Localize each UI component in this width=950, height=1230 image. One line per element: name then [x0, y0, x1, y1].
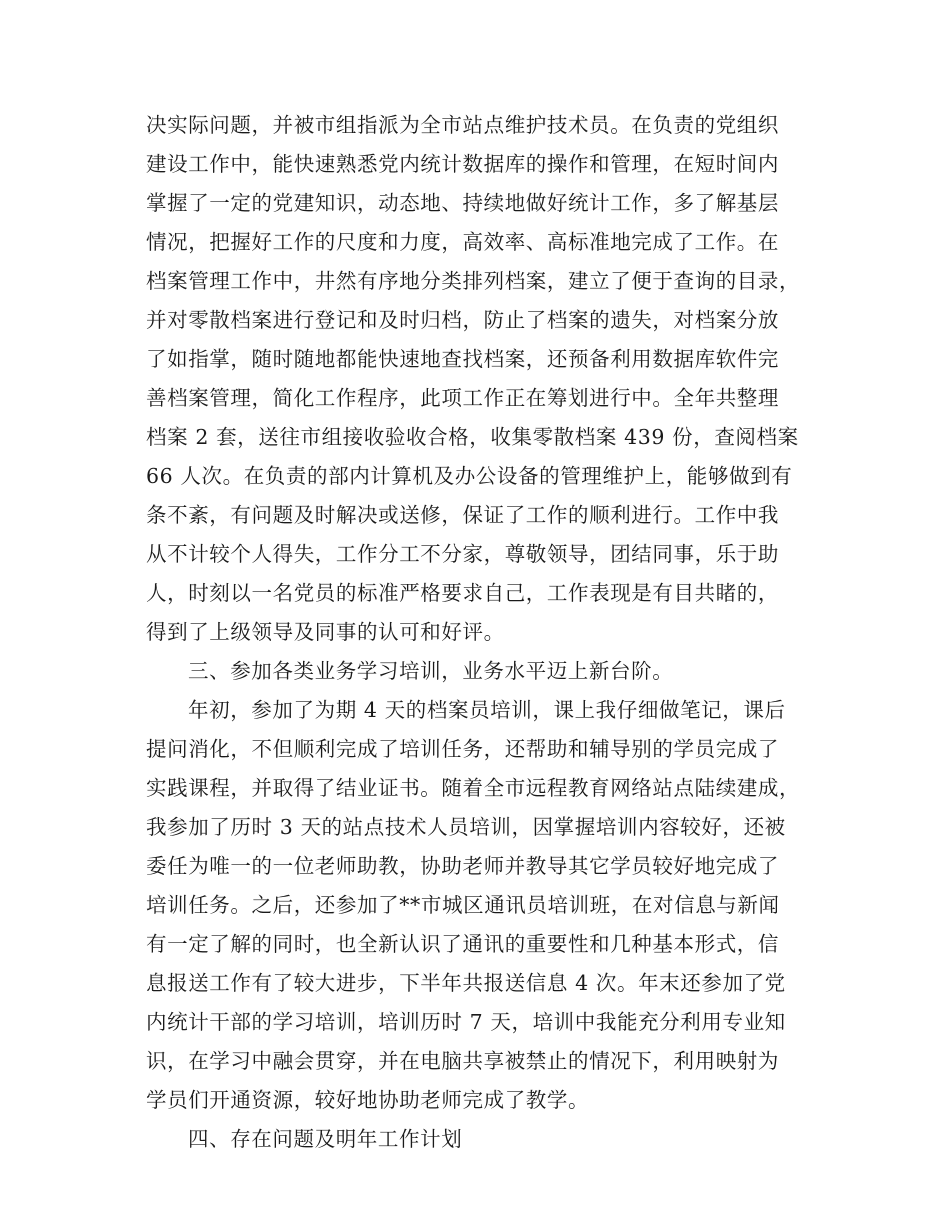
- text-line: 得到了上级领导及同事的认可和好评。: [146, 620, 505, 644]
- text-line: 决实际问题，并被市组指派为全市站点维护技术员。在负责的党组织: [146, 113, 779, 137]
- document-body: [146, 106, 806, 1159]
- text-line: 并对零散档案进行登记和及时归档，防止了档案的遗失，对档案分放: [146, 308, 779, 332]
- text-line: 情况，把握好工作的尺度和力度，高效率、高标准地完成了工作。在: [146, 230, 779, 254]
- text-line: 年初，参加了为期 4 天的档案员培训，课上我仔细做笔记，课后: [188, 698, 786, 722]
- text-line: 掌握了一定的党建知识，动态地、持续地做好统计工作，多了解基层: [146, 191, 779, 215]
- text-line: 内统计干部的学习培训，培训历时 7 天，培训中我能充分利用专业知: [146, 1010, 786, 1034]
- text-line: 我参加了历时 3 天的站点技术人员培训，因掌握培训内容较好，还被: [146, 815, 786, 839]
- text-line: 条不紊，有问题及时解决或送修，保证了工作的顺利进行。工作中我: [146, 503, 779, 527]
- text-line: 提问消化，不但顺利完成了培训任务，还帮助和辅导别的学员完成了: [146, 737, 779, 761]
- text-line: 了如指掌，随时随地都能快速地查找档案，还预备利用数据库软件完: [146, 347, 779, 371]
- text-line: 从不计较个人得失，工作分工不分家，尊敬领导，团结同事，乐于助: [146, 542, 779, 566]
- text-line: 档案管理工作中，井然有序地分类排列档案，建立了便于查询的目录，: [146, 269, 801, 293]
- text-line: 委任为唯一的一位老师助教，协助老师并教导其它学员较好地完成了: [146, 854, 779, 878]
- text-line: 学员们开通资源，较好地协助老师完成了教学。: [146, 1088, 590, 1112]
- text-line: 善档案管理，简化工作程序，此项工作正在筹划进行中。全年共整理: [146, 386, 779, 410]
- text-line: 息报送工作有了较大进步，下半年共报送信息 4 次。年末还参加了党: [146, 971, 786, 995]
- text-line: 识，在学习中融会贯穿，并在电脑共享被禁止的情况下，利用映射为: [146, 1049, 779, 1073]
- text-line: 培训任务。之后，还参加了**市城区通讯员培训班，在对信息与新闻: [146, 893, 780, 917]
- text-line: 人，时刻以一名党员的标准严格要求自己，工作表现是有目共睹的，: [146, 581, 779, 605]
- text-line: 实践课程，并取得了结业证书。随着全市远程教育网络站点陆续建成，: [146, 776, 801, 800]
- text-line: 有一定了解的同时，也全新认识了通讯的重要性和几种基本形式，信: [146, 932, 779, 956]
- text-line: 四、存在问题及明年工作计划: [188, 1127, 463, 1151]
- text-line: 66 人次。在负责的部内计算机及办公设备的管理维护上，能够做到有: [146, 464, 793, 488]
- text-line: 三、参加各类业务学习培训，业务水平迈上新台阶。: [188, 659, 674, 683]
- text-line: 档案 2 套，送往市组接收验收合格，收集零散档案 439 份，查阅档案: [146, 425, 799, 449]
- text-line: 建设工作中，能快速熟悉党内统计数据库的操作和管理，在短时间内: [146, 152, 779, 176]
